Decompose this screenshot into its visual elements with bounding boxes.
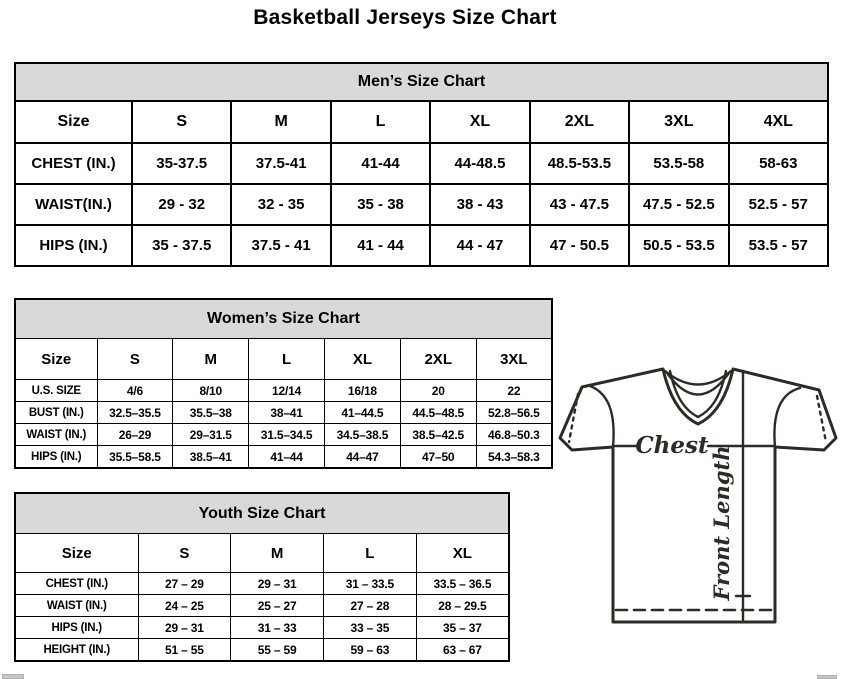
size-value-cell: 38 - 43 — [430, 184, 529, 225]
table-title-row — [15, 63, 828, 101]
row-label: CHEST (IN.) — [15, 143, 132, 184]
row-label: WAIST (IN.) — [15, 595, 138, 617]
size-value-cell: 50.5 - 53.5 — [629, 225, 728, 266]
row-label: WAIST (IN.) — [15, 424, 97, 446]
size-value-cell: 35.5–38 — [173, 402, 249, 424]
size-value-cell: 28 – 29.5 — [416, 595, 509, 617]
size-value-cell: 34.5–38.5 — [324, 424, 400, 446]
table-row — [15, 424, 552, 446]
column-header: M — [231, 534, 324, 573]
size-value-cell: 38.5–42.5 — [400, 424, 476, 446]
size-value-cell: 53.5-58 — [629, 143, 728, 184]
jersey-diagram-svg — [558, 360, 840, 626]
size-value-cell: 53.5 - 57 — [729, 225, 828, 266]
jersey-measurement-diagram — [558, 360, 840, 626]
size-value-cell: 59 – 63 — [324, 639, 417, 662]
size-value-cell: 35 - 38 — [331, 184, 430, 225]
size-value-cell: 22 — [476, 380, 552, 402]
column-header: XL — [324, 339, 400, 380]
size-value-cell: 33.5 – 36.5 — [416, 573, 509, 595]
column-header: Size — [15, 339, 97, 380]
size-value-cell: 52.5 - 57 — [729, 184, 828, 225]
size-value-cell: 46.8–50.3 — [476, 424, 552, 446]
row-label: WAIST(IN.) — [15, 184, 132, 225]
size-value-cell: 27 – 29 — [138, 573, 231, 595]
column-header: L — [249, 339, 325, 380]
column-header-row — [15, 101, 828, 143]
row-label: HEIGHT (IN.) — [15, 639, 138, 662]
table-row — [15, 143, 828, 184]
column-header-row — [15, 339, 552, 380]
column-header: XL — [430, 101, 529, 143]
size-value-cell: 35-37.5 — [132, 143, 231, 184]
size-value-cell: 25 – 27 — [231, 595, 324, 617]
size-value-cell: 41–44 — [249, 446, 325, 469]
womens-size-chart-table — [14, 298, 553, 469]
column-header: L — [324, 534, 417, 573]
size-value-cell: 35 - 37.5 — [132, 225, 231, 266]
size-value-cell: 12/14 — [249, 380, 325, 402]
column-header: XL — [416, 534, 509, 573]
size-value-cell: 44 - 47 — [430, 225, 529, 266]
column-header: 3XL — [476, 339, 552, 380]
youth-chart-title: Youth Size Chart — [15, 493, 509, 534]
column-header: 2XL — [400, 339, 476, 380]
table-row — [15, 446, 552, 469]
size-value-cell: 44.5–48.5 — [400, 402, 476, 424]
size-value-cell: 48.5-53.5 — [530, 143, 629, 184]
row-label: BUST (IN.) — [15, 402, 97, 424]
size-value-cell: 37.5-41 — [231, 143, 330, 184]
table-row — [15, 617, 509, 639]
mens-size-chart-table — [14, 62, 829, 267]
row-label: CHEST (IN.) — [15, 573, 138, 595]
row-label: U.S. SIZE — [15, 380, 97, 402]
column-header: S — [132, 101, 231, 143]
size-value-cell: 47.5 - 52.5 — [629, 184, 728, 225]
column-header-row — [15, 534, 509, 573]
size-value-cell: 29 – 31 — [138, 617, 231, 639]
size-value-cell: 41–44.5 — [324, 402, 400, 424]
size-value-cell: 4/6 — [97, 380, 173, 402]
chest-label: Chest — [635, 432, 709, 459]
size-value-cell: 24 – 25 — [138, 595, 231, 617]
size-value-cell: 44–47 — [324, 446, 400, 469]
row-label: HIPS (IN.) — [15, 446, 97, 469]
size-value-cell: 38–41 — [249, 402, 325, 424]
size-value-cell: 52.8–56.5 — [476, 402, 552, 424]
size-value-cell: 31 – 33 — [231, 617, 324, 639]
column-header: 4XL — [729, 101, 828, 143]
table-title-row — [15, 493, 509, 534]
youth-size-chart-table — [14, 492, 510, 662]
size-value-cell: 55 – 59 — [231, 639, 324, 662]
size-value-cell: 35.5–58.5 — [97, 446, 173, 469]
table-row — [15, 184, 828, 225]
table-title-row — [15, 299, 552, 339]
column-header: L — [331, 101, 430, 143]
size-value-cell: 29–31.5 — [173, 424, 249, 446]
womens-chart-title: Women’s Size Chart — [15, 299, 552, 339]
column-header: M — [231, 101, 330, 143]
size-value-cell: 37.5 - 41 — [231, 225, 330, 266]
size-value-cell: 16/18 — [324, 380, 400, 402]
jersey-outline — [560, 369, 836, 622]
size-value-cell: 33 – 35 — [324, 617, 417, 639]
size-value-cell: 8/10 — [173, 380, 249, 402]
size-value-cell: 32 - 35 — [231, 184, 330, 225]
size-value-cell: 31.5–34.5 — [249, 424, 325, 446]
size-value-cell: 44-48.5 — [430, 143, 529, 184]
horizontal-scrollbar-thumb[interactable] — [2, 674, 24, 679]
size-value-cell: 51 – 55 — [138, 639, 231, 662]
column-header: 2XL — [530, 101, 629, 143]
table-row — [15, 402, 552, 424]
column-header: Size — [15, 534, 138, 573]
size-value-cell: 38.5–41 — [173, 446, 249, 469]
horizontal-scrollbar-button[interactable] — [817, 675, 837, 679]
size-value-cell: 27 – 28 — [324, 595, 417, 617]
size-value-cell: 29 - 32 — [132, 184, 231, 225]
table-row — [15, 225, 828, 266]
column-header: S — [138, 534, 231, 573]
row-label: HIPS (IN.) — [15, 225, 132, 266]
size-value-cell: 31 – 33.5 — [324, 573, 417, 595]
size-value-cell: 54.3–58.3 — [476, 446, 552, 469]
size-value-cell: 41-44 — [331, 143, 430, 184]
front-length-label: Front Length — [709, 445, 734, 601]
size-value-cell: 20 — [400, 380, 476, 402]
column-header: 3XL — [629, 101, 728, 143]
table-row — [15, 639, 509, 662]
column-header: S — [97, 339, 173, 380]
size-value-cell: 63 – 67 — [416, 639, 509, 662]
table-row — [15, 573, 509, 595]
size-value-cell: 32.5–35.5 — [97, 402, 173, 424]
size-value-cell: 47 - 50.5 — [530, 225, 629, 266]
mens-chart-title: Men’s Size Chart — [15, 63, 828, 101]
table-row — [15, 380, 552, 402]
size-value-cell: 26–29 — [97, 424, 173, 446]
size-value-cell: 41 - 44 — [331, 225, 430, 266]
row-label: HIPS (IN.) — [15, 617, 138, 639]
column-header: Size — [15, 101, 132, 143]
page-title: Basketball Jerseys Size Chart — [253, 6, 557, 29]
column-header: M — [173, 339, 249, 380]
table-row — [15, 595, 509, 617]
size-value-cell: 35 – 37 — [416, 617, 509, 639]
size-value-cell: 47–50 — [400, 446, 476, 469]
size-value-cell: 29 – 31 — [231, 573, 324, 595]
size-value-cell: 58-63 — [729, 143, 828, 184]
size-value-cell: 43 - 47.5 — [530, 184, 629, 225]
